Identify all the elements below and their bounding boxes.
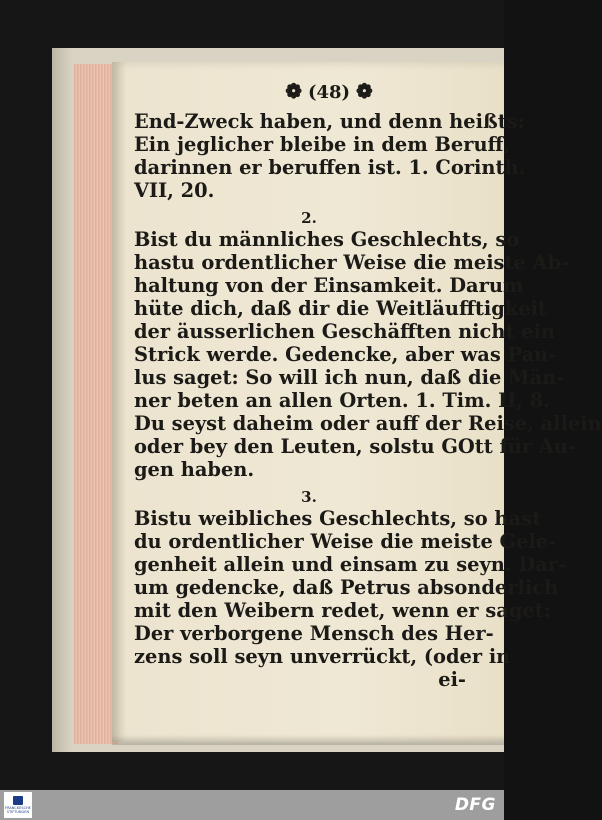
text-line: Ein jeglicher bleibe in dem Beruff,: [134, 133, 511, 156]
text-line: darinnen er beruffen ist. 1. Corinth.: [134, 156, 526, 179]
text-line: zens soll seyn unverrückt, (oder in: [134, 645, 511, 668]
text-line: ner beten an allen Orten. 1. Tim. II, 8.: [134, 389, 551, 412]
catchword: ei-: [438, 668, 466, 691]
text-line: mit den Weibern redet, wenn er saget:: [134, 599, 551, 622]
section-number: 2.: [301, 209, 317, 227]
logo-mark-icon: [13, 796, 23, 805]
page-text: [134, 78, 602, 691]
text-line: oder bey den Leuten, solstu GOtt für Au-: [134, 435, 577, 458]
ornament-icon: ❁: [285, 79, 302, 103]
text-line: um gedencke, daß Petrus absonderlich: [134, 576, 559, 599]
text-line: lus saget: So will ich nun, daß die Män-: [134, 366, 565, 389]
text-line: haltung von der Einsamkeit. Darum: [134, 274, 524, 297]
ornament-icon: ❁: [356, 79, 373, 103]
page-header: [174, 78, 484, 104]
page-number: (48): [307, 82, 351, 103]
text-line: Der verborgene Mensch des Her-: [134, 622, 494, 645]
text-line: Strick werde. Gedencke, aber was Pau-: [134, 343, 557, 366]
logo-text: FRANCKESCHE STIFTUNGEN: [5, 806, 31, 814]
text-line: hastu ordentlicher Weise die meiste Ab-: [134, 251, 570, 274]
dfg-logo[interactable]: DFG: [454, 795, 496, 815]
text-line: Bistu weibliches Geschlechts, so hast: [134, 507, 541, 530]
text-line: der äusserlichen Geschäfften nicht ein: [134, 320, 555, 343]
text-line: Bist du männliches Geschlechts, so: [134, 228, 520, 251]
page-shadow: [112, 735, 504, 745]
text-line: du ordentlicher Weise die meiste Gele-: [134, 530, 557, 553]
section-number: 3.: [301, 488, 317, 506]
text-line: hüte dich, daß dir die Weitläufftigkeit: [134, 297, 547, 320]
institution-logo[interactable]: [4, 792, 32, 818]
text-line: Du seyst daheim oder auff der Reise, allein: [134, 412, 602, 435]
viewer-footer-bar: [0, 790, 504, 820]
text-line: End-Zweck haben, und denn heißts:: [134, 110, 525, 133]
text-line: VII, 20.: [134, 179, 215, 202]
text-line: genheit allein und einsam zu seyn. Dar-: [134, 553, 567, 576]
text-line: gen haben.: [134, 458, 255, 481]
